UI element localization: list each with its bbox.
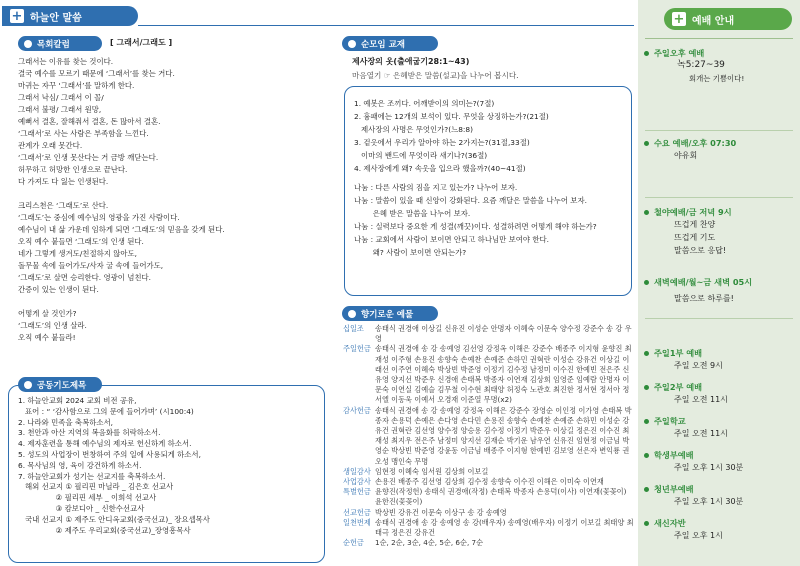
study-sharing: 나눔 : 다른 사람의 짐을 지고 있는가? 나누어 보자. [354,183,518,192]
service-heading-text: 수요 예배/오후 07:30 [654,138,737,148]
prayer-item: ② 제주도 우리교회(중국선교)_장영흥목사 [18,525,191,535]
study-subtitle: 마음열기 ☞ 은혜받은 말씀(설교)을 나누어 봅시다. [352,71,519,80]
service-heading [644,382,794,393]
service-detail: 주일 오전 9시 [674,361,723,370]
offering-label: 생일감사 [343,466,371,476]
offering-label: 주일헌금 [343,344,371,354]
service-detail: 야유회 [674,151,698,160]
study-sharing: 나눔 : 실력보다 중요한 게 성결(깨끗)이다. 성결하려면 어떻게 해야 하는가? [354,222,597,231]
prayer-section-pill [18,377,102,392]
sidebar-divider [645,38,793,39]
service-heading [644,48,794,59]
offering-row [343,487,635,507]
column-line: ‘그래서’로 사는 사람은 부족함을 느낀다. [18,129,149,138]
column-line: 예수님이 내 삶 가운데 임하게 되면 ‘그래도’의 믿음을 갖게 된다. [18,225,225,234]
service-heading [644,416,794,427]
column-line: ‘그래도’의 인생 살라. [18,321,87,330]
column-line: ‘그래서’로 인생 못산다는 거 금방 깨닫는다. [18,153,159,162]
service-detail: 주일 오전 11시 [674,429,728,438]
offering-names: 송태식 권경애 이상길 신유진 이성순 안명자 이혜숙 이문숙 양수정 강준수 송 강 우영 [375,324,632,344]
column-line: ‘그래도’로 살면 승리한다. 영광이 넘친다. [18,273,152,282]
service-detail: 회개는 기쁨이다! [689,74,745,83]
offering-label: 사업감사 [343,477,371,487]
offering-names: 윤향진(작정헌) 송태식 권경애(작정) 손태복 박종자 손용덕(이사) 이연재(꽃꽂이) 윤한진(꽃꽂이) [375,487,627,507]
service-heading [644,277,794,288]
service-item [644,138,794,162]
column-line: 네가 그렇게 생겨도/친절하지 않아도, [18,249,137,258]
service-detail: 뜨겁게 기도 [674,233,716,242]
offering-section-pill [342,306,438,321]
column-line: 허무하고 허망한 인생으로 끝난다. [18,165,128,174]
service-heading-text: 주일2부 예배 [654,382,703,392]
bullet-icon [644,351,649,356]
study-question: 제사장의 사명은 무엇인가?(느8:8) [354,125,474,134]
prayer-item: ② 필리핀 세부 _ 이희석 선교사 [18,493,157,503]
bullet-icon [644,385,649,390]
bullet-icon [644,51,649,56]
service-divider [645,318,793,319]
bullet-icon [644,453,649,458]
prayer-item: 5. 성도의 사업장이 번창하여 주의 일에 사용되게 하소서, [18,449,201,459]
service-heading [644,138,794,149]
bullet-icon [348,310,356,318]
service-heading-text: 철야예배/금 저녁 9시 [654,207,732,217]
service-heading-text: 새벽예배/월~금 새벽 05시 [654,277,753,287]
service-detail: 말씀으로 하루를! [674,294,734,303]
study-title: 제사장의 옷(출애굽기28:1~43) [352,57,470,66]
service-detail: 주일 오후 1시 30분 [674,497,744,506]
study-sharing: 나눔 : 말씀이 있을 때 신앙이 강화된다. 요즘 깨달은 말씀을 나누어 보자. [354,196,587,205]
offering-row [343,538,635,548]
study-question: 4. 제사장에게 왜? 속옷을 입으라 했을까?(40~41절) [354,164,526,173]
study-sharing: 나눔 : 교회에서 사람이 보이면 안되고 하나님만 보여야 한다. [354,235,549,244]
column-section-pill [18,36,102,51]
service-item [644,450,794,474]
offering-row [343,344,635,405]
plus-icon: + [11,8,23,24]
study-question: 3. 겉옷에서 우리가 알아야 하는 2가지는?(31절,33절) [354,138,530,147]
service-detail: 녹5:27~39 [677,60,725,70]
column-line: 돌무물 속에 들어가도/사자 굴 속에 들어가도, [18,261,164,270]
offering-names: 1순, 2순, 3순, 4순, 5순, 6순, 7순 [375,538,484,548]
study-question: 2. 흉패에는 12개의 보석이 있다. 무엇을 상징하는가?(21절) [354,112,549,121]
bullet-icon [644,487,649,492]
prayer-item: 표어 : “ ‘감사함으로 그의 문에 들어가며’ (시100:4) [18,406,194,416]
offering-names: 송태식 권경애 송 강 송예영 강정옥 이해은 강준수 장영순 이인정 이가영 손태복 박종자 손용덕 손예은 손다영 손다민 손용진 송향숙 손예찬 손예준 손하민 이성순 강유건 권혁란 김선영 양수정 양승용 김수정 이정기 박준우 이상길 정은진 이수진 최재성 최지우 전은주 남정미 양지선 김재순 박기운 남우연 신유진 임현정 이금님 박영순 박상빈 박준영 강윤동 이금님 배종주 이지형 한예빈 김보영 선은자 변익룡 권오성 맹인숙 무명 [375,405,632,466]
service-heading [644,518,794,529]
service-item [644,484,794,508]
service-detail: 주일 오후 1시 [674,531,723,540]
column-subtitle: [ 그래서/그래도 ] [110,38,173,47]
bullet-icon [24,40,32,48]
offering-list [343,324,635,548]
offering-label: 특별헌금 [343,487,371,497]
prayer-item: 1. 하늘안교회 2024 교회 비전 공유, [18,396,137,405]
prayer-item: ③ 캄보디아 _ 신한수선교사 [18,503,145,513]
service-detail: 주일 오후 1시 30분 [674,463,744,472]
prayer-item: 4. 제자훈련을 통해 예수님의 제자로 헌신하게 하소서. [18,439,192,449]
service-item [644,382,794,406]
offering-label: 선교헌금 [343,507,371,517]
service-detail: 말씀으로 응답! [674,246,727,255]
sidebar-title-tab [664,8,792,30]
service-heading [644,207,794,218]
service-divider [645,197,793,198]
prayer-item: 2. 나라와 민족을 축복하소서, [18,417,113,427]
plus-icon: + [673,11,685,27]
column-line: 그래서 불평/ 그래서 원망, [18,105,102,114]
service-item [644,277,794,305]
service-heading-text: 학생부예배 [654,450,694,460]
offering-section-title: 향기로운 예물 [361,309,414,320]
prayer-list [18,396,323,536]
column-line: 크리스천은 ‘그래도’로 산다. [18,201,109,210]
service-detail: 주일 오전 11시 [674,395,728,404]
column-line: 그래서는 이유를 찾는 것이다. [18,57,114,66]
column-line: 오직 예수 붙들라! [18,333,76,342]
study-section-pill [342,36,438,51]
service-item [644,518,794,542]
prayer-item: 7. 하늘안교회가 성기는 선교지를 축복하소서. [18,471,166,481]
sidebar-title: 예배 안내 [692,15,735,27]
column-line: 결국 예수를 모르기 때문에 ‘그래서’를 찾는 거다. [18,69,175,78]
bullet-icon [24,381,32,389]
offering-names: 송태식 권경애 송 강 송예영 김선영 강정옥 이해은 강준수 배종주 이지형 윤향진 최재성 이주형 손용진 송향숙 손예찬 손예준 손하민 권혁란 이성순 강유건 이상길 이래선 이주연 이혜숙 박상빈 박준영 이정기 김수정 남정미 이수진 한예빈 전은주 신유영 양지선 박준우 신경애 손태복 박종자 이연재 김상희 임영준 임예람 안명자 이문숙 이연실 김예슬 김무철 이수현 최태양 허정숙 노관호 최진한 정서현 정서아 정서엘 이동욱 이예서 오경재 이준열 무명(x2) [375,344,632,405]
prayer-item: 3. 천안과 아산 지역의 복음화를 허락하소서. [18,428,161,438]
column-line: 다 가져도 다 잃는 인생된다. [18,177,109,186]
column-line: 간증이 있는 인생이 된다. [18,285,99,294]
study-section-title: 순모임 교재 [361,39,406,50]
column-body [18,56,323,344]
offering-label: 순헌금 [343,538,364,548]
page-title: 하늘안 말씀 [30,12,82,24]
column-spacer [18,296,323,308]
prayer-item: 6. 목사님의 영, 육이 강건하게 하소서. [18,460,142,470]
service-item [644,48,794,85]
header-divider [138,25,634,26]
service-heading [644,484,794,495]
column-line: ‘그래도’는 중심에 예수님의 영광을 가진 사람이다. [18,213,180,222]
service-item [644,348,794,372]
service-item [644,207,794,257]
service-heading [644,450,794,461]
study-sharing: 은혜 받은 말씀을 나누어 보자. [354,209,471,218]
service-heading-text: 새신자반 [654,518,686,528]
column-section-title: 목회칼럼 [37,39,70,50]
service-heading-text: 주일1부 예배 [654,348,703,358]
column-line: 오직 예수 붙들면 ‘그래도’의 인생 된다. [18,237,144,246]
page-title-tab [2,6,138,26]
study-question: 1. 예봇은 조끼다. 어깨받이의 의미는?(7절) [354,99,495,108]
offering-label: 일천번제 [343,517,371,527]
prayer-item: 해외 선교지 ① 필리핀 마닐라 _ 김은호 선교사 [18,482,174,492]
service-heading-text: 청년부예배 [654,484,694,494]
prayer-section-title: 공동기도제목 [37,380,87,391]
column-line: 마귀는 자꾸 ‘그래서’를 말하게 한다. [18,81,135,90]
study-sharing: 왜? 사람이 보이면 안되는가? [354,248,467,257]
service-divider [645,130,793,131]
bullet-icon [644,210,649,215]
bullet-icon [644,141,649,146]
service-heading-text: 주일학교 [654,416,686,426]
bullet-icon [644,521,649,526]
column-line: 그래서 낙심/ 그래서 이 꼴/ [18,93,104,102]
service-detail: 뜨겁게 찬양 [674,220,716,229]
offering-names: 손용진 배종주 김선영 김상희 김수정 송향숙 이수진 이해은 이미숙 이연재 [375,477,604,487]
bullet-icon [644,280,649,285]
study-question: 이마의 밴드에 무엇이라 새기나?(36절) [354,151,488,160]
offering-names: 송태식 권경애 송 강 송예영 송 강(배우자) 송예영(배우자) 이정기 이보길 최태양 최태극 정은진 강유건 [375,517,634,538]
offering-row [343,324,635,344]
offering-row [343,467,635,477]
offering-label: 감사헌금 [343,405,371,415]
offering-row [343,518,635,538]
bullet-icon [348,40,356,48]
offering-row [343,406,635,467]
column-line: 관계가 오래 못간다. [18,141,83,150]
column-line: 어떻게 살 것인가? [18,309,77,318]
service-heading-text: 주일오후 예배 [654,48,705,58]
service-heading [644,348,794,359]
service-item [644,416,794,440]
offering-names: 임현정 이혜숙 임서원 김상희 이보길 [375,466,489,476]
offering-names: 박상빈 강유건 이문숙 이상구 송 강 송예영 [375,507,507,517]
offering-label: 십일조 [343,324,364,333]
offering-row [343,508,635,518]
column-line: 예뻐서 결혼, 잘해줘서 결혼, 돈 많아서 결혼. [18,117,161,126]
bullet-icon [644,419,649,424]
study-question-list [354,97,630,259]
prayer-item: 국내 선교지 ① 제주도 안디옥교회(중국선교)_ 장요셉목사 [18,514,210,524]
offering-row [343,477,635,487]
column-spacer [18,188,323,200]
